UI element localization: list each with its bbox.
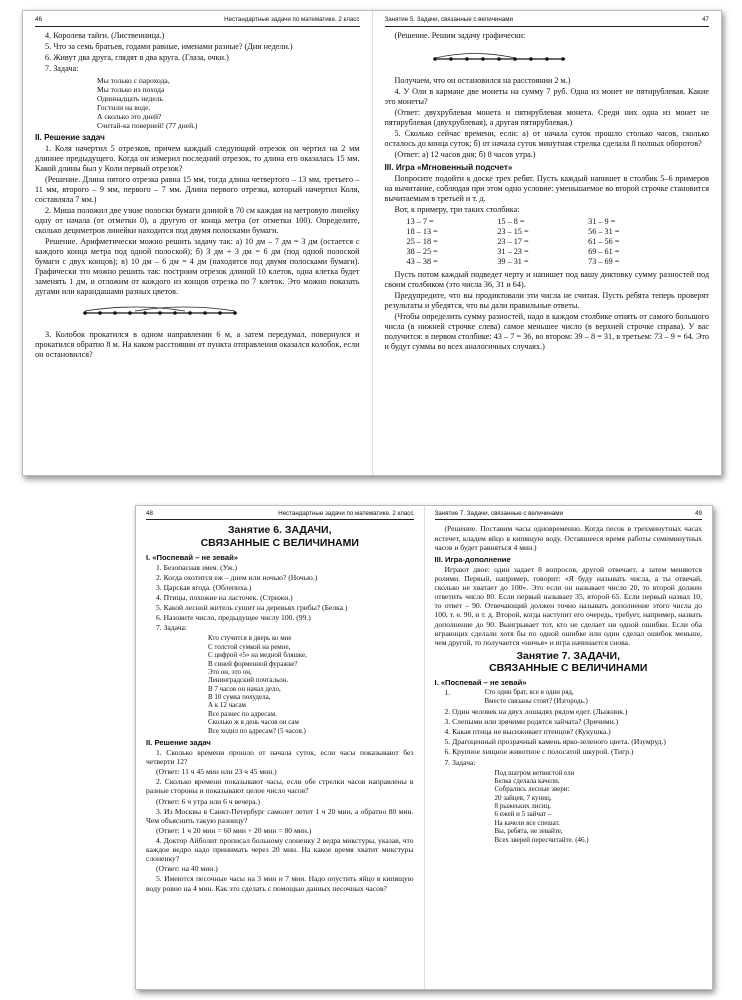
page-header [35,16,360,27]
page-number: 49 [695,510,702,517]
poem-line: Белка сделала качели. [494,776,560,785]
game-text: Вот, к примеру, три таких столбика: [394,204,520,214]
riddle: 2. Когда охотится еж – днем или ночью? (Ночью.) [156,572,318,582]
problem-text: 4. Доктор Айболит прописал больному слоненку 2 ведра микстуры, указав, что каждое ведро надо принимать через 20 мин. На какое время хватит микстуры слоненку? [146,836,414,864]
answer-text: (Ответ: на 40 мин.) [156,864,218,874]
poem-line: 6 ежей и 5 зайчат – [494,810,552,819]
poem-line: Под шатром ветвистой ели [494,768,575,777]
riddle: 7. Задача: [45,63,79,73]
problem-text: 3. Из Москвы в Санкт-Петербург самолет летит 1 ч 20 мин, а обратно 80 мин. Чем объяснить такую разницу? [146,806,414,825]
poem-line: Все ходил по адресам? (5 часов.) [208,726,306,735]
table-cell: 38 – 25 = [406,246,438,256]
poem-line: Кто стучится в дверь ко мне [208,634,292,643]
page-46 [23,11,373,475]
section-heading: I. «Поспевай – не зевай» [146,552,238,562]
segment-diagram [65,305,285,319]
riddle: 3. Слепыми или зрячими родятся зайчата? (Зрячими.) [444,717,619,727]
problem-text: 2. Сколько времени показывают часы, если обе стрелки часов направлены в разные стороны и показывают целое число часов? [146,777,414,796]
poem-line: А к 12 часам [208,701,246,710]
answer-text: (Ответ: 6 ч утра или 6 ч вечера.) [156,796,260,806]
poem-line: Одиннадцать недель [97,93,163,103]
book-spread-top [22,10,722,476]
riddle: 6. Живут два друга, глядят в два круга. (Глаза, очки.) [45,52,229,62]
answer-text: (Ответ: а) 12 часов дня; б) 8 часов утра.) [394,149,536,159]
table-cell: 23 – 15 = [497,226,529,236]
table-cell: 43 – 38 = [406,256,438,266]
running-title: Занятие 7. Задачи, связанные с величинами [434,510,563,517]
poem-line: В синей форменной фуражке? [208,659,298,668]
page-number: 48 [146,510,153,517]
riddle: 4. Птицы, похожие на ласточек. (Стрижи.) [156,593,293,602]
poem-line: Это он, это он, [208,667,252,676]
riddle: 1. Безопасная змея. (Уж.) [156,562,238,572]
running-title: Нестандартные задачи по математике. 2 класс [278,510,414,517]
game-text: (Чтобы определить сумму разностей, надо в каждом столбике отнять от самого большого числа (в нижней строчке слева) самое меньшее число (в верхней строчке справа). У вас получится: в первом столбике: 43 – 7 = 36, во втором: 39 – 8 = 31, в третьем: 73 – 9 = 64. Это и будут суммы во всех аналогичных случаях.) [384,311,709,351]
page-47 [373,11,722,475]
table-cell: 25 – 18 = [406,236,438,246]
section-heading: I. «Поспевай – не зевай» [434,677,527,687]
riddle: 5. Какой лесной житель сушит на деревьях грибы? (Белка.) [156,603,348,613]
poem [146,634,414,735]
game-text: Попросите подойти к доске трех ребят. Пусть каждый напишет в столбик 5–6 примеров на вычитание, соблюдая при этом одно условие: уменьшаемое во второй строчке становится вычитаемым в третьей и т. д. [384,173,709,203]
poem-line: Все разнес по адресам. [208,709,277,718]
table-cell: 69 – 61 = [588,246,620,256]
poem-line: На качели все спешат. [494,818,560,827]
table-cell: 61 – 56 = [588,236,620,246]
game-text: Предупредите, что вы продиктовали эти числа не считая. Пусть ребята теперь проверят результаты и убедятся, что вы дали правильные ответы. [384,290,709,310]
answer-text: (Ответ: двухрублевая монета и пятирублевая монета. Среди них одна из монет не пятирублевая (двухрублевая), а другая пятирублевая.) [384,107,709,127]
lesson-title-line: СВЯЗАННЫЕ С ВЕЛИЧИНАМИ [489,661,648,674]
poem-line: С толстой сумкой на ремне, [208,642,291,651]
poem-line: В 7 часов он начал дело, [208,684,281,693]
solution-text: (Решение. Длина пятого отрезка равна 15 мм, тогда длина четвертого – 13 мм, третьего – 11 мм, второго – 9 мм, первого – 7 мм. Длина первого отрезка, который начертил Коля, составляла 7 мм.) [35,174,360,204]
table-cell: 39 – 31 = [497,256,529,266]
poem-line: Сто один брат, все в один ряд, [484,688,574,697]
lesson-title-line: Занятие 7. ЗАДАЧИ, [516,649,621,662]
poem-line: С цифрой «5» на медной бляшке, [208,651,307,660]
table-cell: 56 – 31 = [588,226,620,236]
lesson-title-line: СВЯЗАННЫЕ С ВЕЛИЧИНАМИ [200,536,359,549]
problem-text: 1. Коля начертил 5 отрезков, причем каждый следующий отрезок он чертил на 2 мм длиннее предыдущего. Когда он измерил последний отрезок, то длина его оказалась 15 мм. Какой длины был у Коли первый отрезок? [35,143,360,173]
poem-line: 20 зайцев, 7 куниц, [494,793,552,802]
poem-line: В 10 сумка похудела, [208,693,271,702]
page-number: 46 [35,16,42,23]
poem [35,76,360,130]
table-cell: 18 – 13 = [406,226,438,236]
problem-text: 2. Миша положил две узкие полоски бумаги длиной в 70 см каждая на метровую линейку одну от начала (от отметки 0), а другую от конца метра (от отметки 100). Определите, сколько дециметров линейки находится под двумя полосками бумаги. [35,205,360,235]
section-heading: II. Решение задач [146,737,211,747]
riddle: 6. Крупное хищное животное с полосатой шкурой. (Тигр.) [444,747,634,757]
problem-text: 4. У Оли в кармане две монеты на сумму 7 руб. Одна из монет не пятирублевая. Какие это монеты? [384,86,709,106]
answer-text: (Ответ: 1 ч 20 мин = 60 мин + 20 мин = 80 мин.) [156,825,312,835]
poem-line: А сколько это дней? [97,111,162,121]
running-title: Занятие 5. Задачи, связанные с величинами [384,16,513,23]
riddle: 1. [444,688,451,698]
riddle: 4. Королева тайги. (Лиственница.) [45,30,165,40]
riddle: 2. Один человек на двух лошадях рядом едет. (Лыжник.) [444,706,628,716]
poem-line: Ленинградский почтальон. [208,676,289,685]
game-text: Пусть потом каждый подведет черту и напишет под вашу диктовку сумму разностей под своим столбиком (это числа 36, 31 и 64). [384,269,709,289]
riddle: 3. Царская ягода. (Облепиха.) [156,582,252,592]
page-48 [136,506,425,989]
subtraction-table [385,217,710,267]
problem-text: 5. Сколько сейчас времени, если: а) от начала суток прошло столько часов, сколько осталось до конца суток; б) от начала суток минутная стрелка сделала 8 полных оборотов? [384,128,709,148]
solution-text: Решение. Арифметически можно решить задачу так: а) 10 дм – 7 дм = 3 дм (остается с каждого конца метра под одной полоской); б) 3 дм + 3 дм = 6 дм (под одной полоской бумаги с двух концов); в) 10 дм – 6 дм = 4 дм (находятся под двумя полосками бумаги). Графически это можно решить так: построим отрезок длиной 10 клеток, одна клетка будет заменять 1 дм, и отложим от каждого из концов отрезка по 7 клеток. Это можно показать дугами или карандашами разных цветов. [35,236,360,296]
table-cell: 13 – 7 = [406,216,434,226]
lesson-title [435,650,703,674]
table-cell: 15 – 8 = [497,216,525,226]
riddle: 6. Назовите число, предыдущее числу 100. (99.) [156,613,311,623]
poem [435,769,703,844]
page-header [146,510,414,520]
answer-text: Получаем, что он остановился на расстоянии 2 м.) [394,75,571,85]
table-cell: 31 – 23 = [497,246,529,256]
poem-line: Сколько ж в день часов он сам [208,718,299,727]
game-text: Играют двое: один задает 8 вопросов, другой отвечает, а затем меняются ролями. Первый, например, говорит: «Я буду называть числа, а ты отвечай, сколько не хватает до 100». Это если он называет число 20, то второй должен ответить число 80. Если первый называет 35, второй 65. Если первый назвал 10, то ответ – 90. Отвечающий должен точно называть дополнение этого числа до 100, т. е. 90, и т. д. Второй, когда наступит его очередь, требует, например, назвать дополнение до 90. Выигрывает тот, кто не сделает ни одной ошибки. Если оба играющих сделали хотя бы по одной ошибке или один сделал ошибок меньше, чем другой, то получается «ничья» и игра начинается снова. [434,564,702,647]
poem-line: Вместе связаны стоят? (Изгородь.) [484,696,588,705]
poem-line: Гостили на воде. [97,102,151,112]
section-heading: III. Игра «Мгновенный подсчет» [384,162,513,172]
solution-text: (Решение. Решим задачу графически: [394,30,526,40]
riddle: 4. Какая птица не высиживает птенцов? (Кукушка.) [444,727,611,737]
answer-text: (Ответ: 11 ч 45 мин или 23 ч 45 мин.) [156,767,277,777]
poem-line: Мы только с парохода, [97,75,170,85]
riddle: 5. Что за семь братьев, годами равные, именами разные? (Дни недели.) [45,41,293,51]
page-49 [425,506,713,989]
problem-text: 3. Колобок прокатился в одном направлении 6 м, а затем передумал, повернулся и прокатился обратно 8 м. На каком расстоянии от пункта отправления оказался колобок, если он остановился? [35,329,360,359]
table-cell: 73 – 69 = [588,256,620,266]
solution-text: (Решение. Поставим часы одновременно. Когда песок в трехминутных часах истечет, кладем яйцо в кипящую воду. Оставшееся время работы семиминутных часов и будет равняться 4 мин.) [434,524,702,552]
poem-line: Всех зверей пересчитайте. (46.) [494,835,589,844]
poem [435,688,703,705]
book-spread-bottom [135,505,713,990]
section-heading: II. Решение задач [35,132,105,142]
problem-text: 1. Сколько времени прошло от начала суток, если часы показывают без четверти 12? [146,748,414,767]
table-cell: 31 – 9 = [588,216,616,226]
riddle: 5. Драгоценный прозрачный камень ярко-зеленого цвета. (Изумруд.) [444,737,666,747]
table-cell: 23 – 17 = [497,236,529,246]
poem-line: Считай-ка поверней! (77 дней.) [97,120,198,130]
movement-diagram [415,49,615,65]
page-number: 47 [702,16,709,23]
running-title: Нестандартные задачи по математике. 2 класс [224,16,360,23]
poem-line: Мы только из похода [97,84,165,94]
poem-line: Вы, ребята, не зевайте, [494,827,563,836]
lesson-title-line: Занятие 6. ЗАДАЧИ, [227,524,332,537]
problem-text: 5. Имеются песочные часы на 3 мин и 7 мин. Надо опустить яйцо в кипящую воду ровно на 4 мин. Как это сделать с помощью данных песочных часов? [146,874,414,893]
section-heading: III. Игра-дополнение [434,554,511,564]
page-header [385,16,710,27]
poem-line: 8 рыжеьких лисиц, [494,802,551,811]
riddle: 7. Задача: [444,757,476,767]
riddle: 7. Задача: [156,623,187,633]
lesson-title [146,524,414,548]
page-header [435,510,703,520]
poem-line: Собрались лесные звери: [494,785,570,794]
